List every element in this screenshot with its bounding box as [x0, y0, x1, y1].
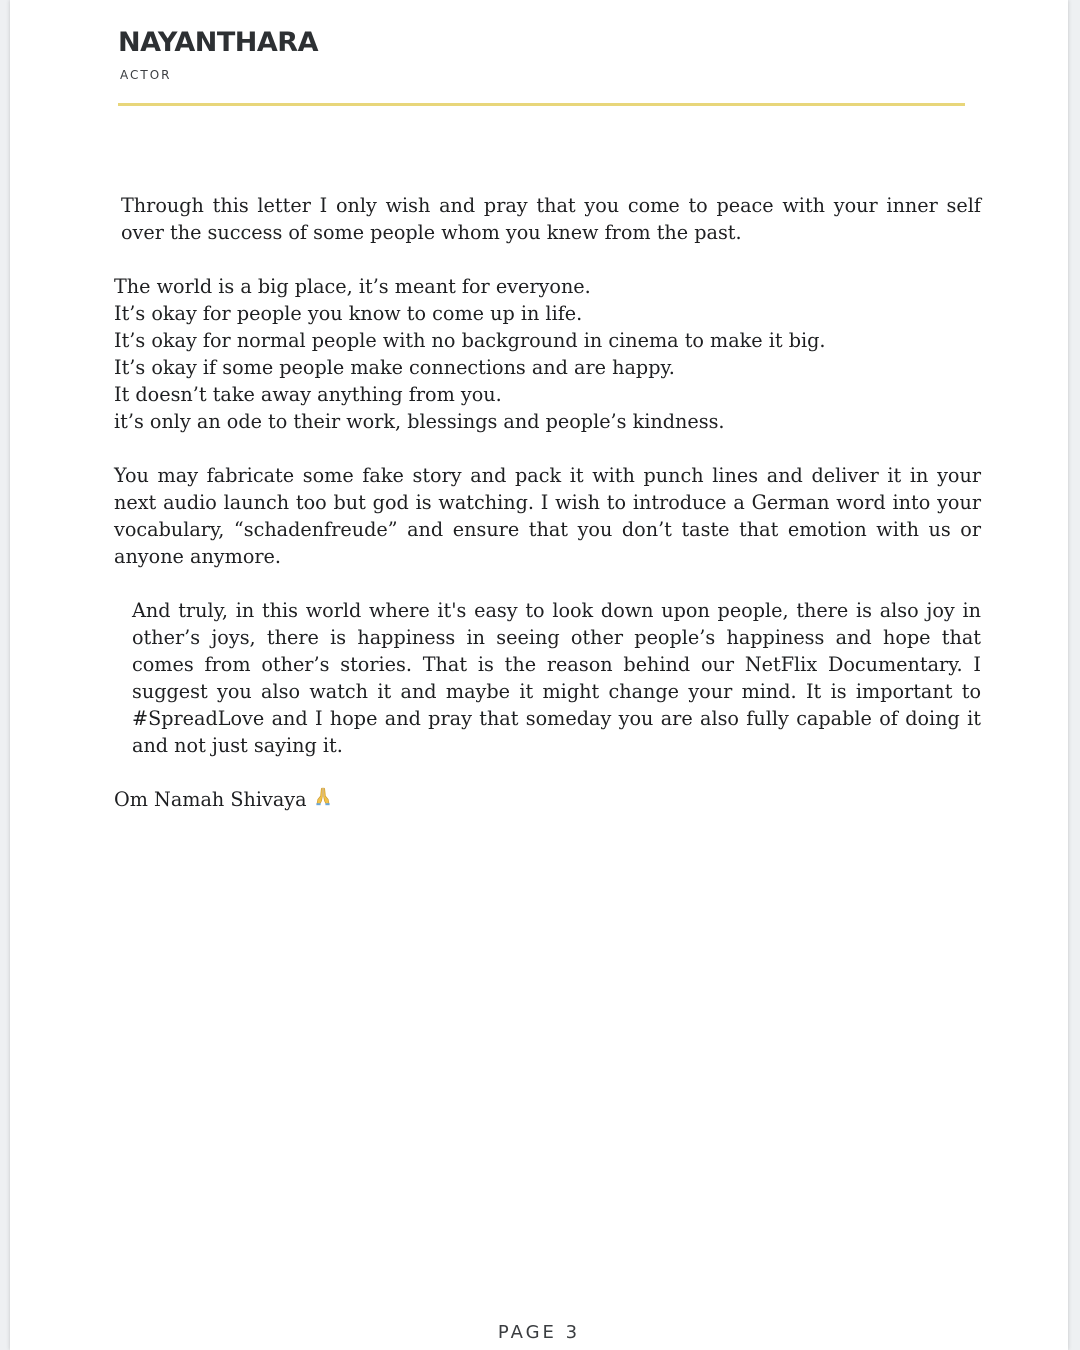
list-line: It’s okay for normal people with no background in cinema to make it big. — [114, 329, 826, 352]
document-page — [10, 0, 1068, 1350]
list-line: it’s only an ode to their work, blessings and people’s kindness. — [114, 410, 725, 433]
paragraph-intro: Through this letter I only wish and pray that you come to peace with your inner self over the success of some people whom you knew from the past. — [121, 194, 981, 244]
list-line: The world is a big place, it’s meant for everyone. — [114, 275, 591, 298]
paragraph-okay-list — [114, 273, 981, 435]
list-line: It doesn’t take away anything from you. — [114, 383, 502, 406]
folded-hands-icon — [313, 786, 333, 814]
closing-text: Om Namah Shivaya — [114, 788, 307, 811]
page-number: PAGE 3 — [497, 1322, 581, 1343]
letterhead-name: NAYANTHARA — [118, 27, 318, 58]
closing-line — [114, 786, 981, 814]
paragraph-fabricate: You may fabricate some fake story and pack it with punch lines and deliver it in your next audio launch too but god is watching. I wish to introduce a German word into your vocabulary, “schadenfreude” and ensure that you don’t taste that emotion with us or anyone anymore. — [114, 464, 981, 568]
letter-body — [114, 192, 981, 841]
letterhead-role: ACTOR — [120, 68, 172, 82]
paragraph-spread-love: And truly, in this world where it's easy to look down upon people, there is also joy in other’s joys, there is happiness in seeing other people’s happiness and hope that comes from other’s stories. That is the reason behind our NetFlix Documentary. I suggest you also watch it and maybe it might change your mind. It is important to #SpreadLove and I hope and pray that someday you are also fully capable of doing it and not just saying it. — [132, 599, 981, 757]
list-line: It’s okay if some people make connections and are happy. — [114, 356, 675, 379]
letterhead-divider — [118, 103, 965, 106]
list-line: It’s okay for people you know to come up in life. — [114, 302, 583, 325]
